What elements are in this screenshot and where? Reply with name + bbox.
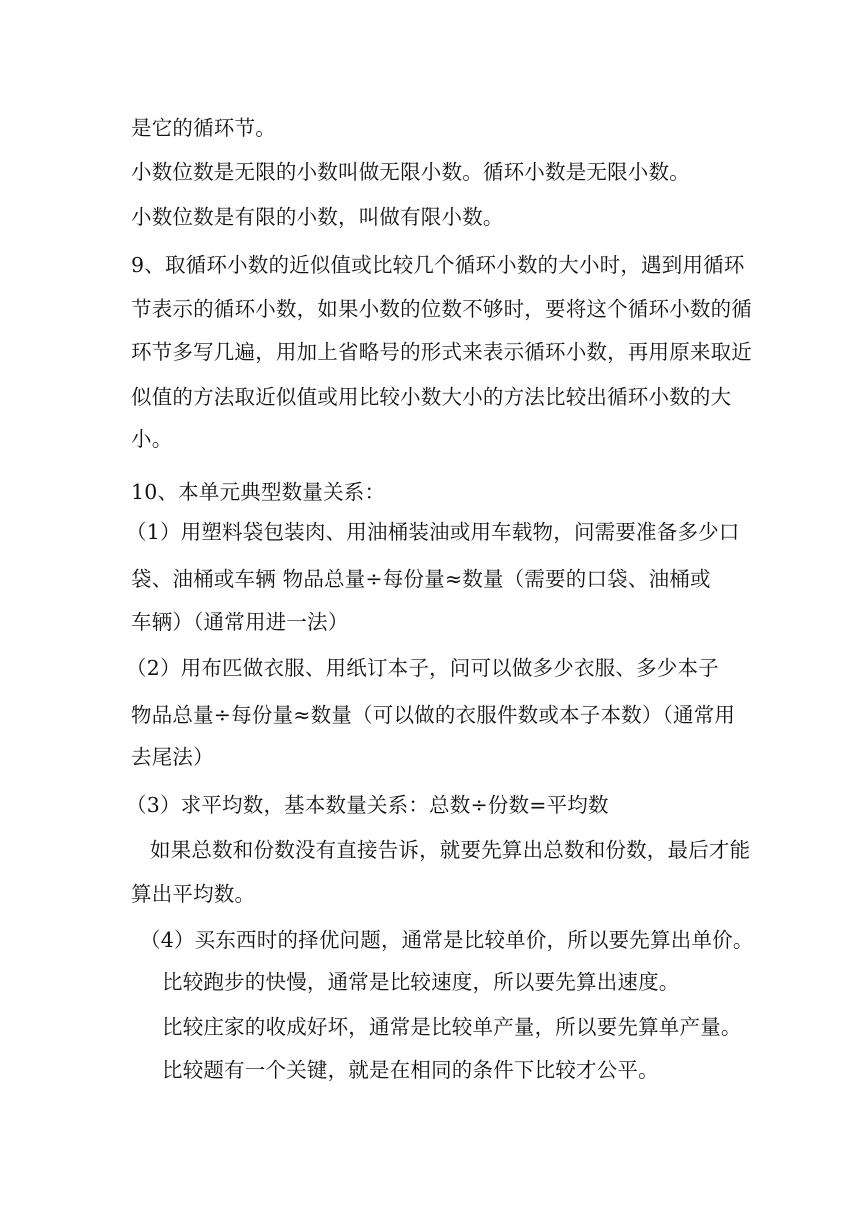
text-line: 如果总数和份数没有直接告诉，就要先算出总数和份数，最后才能	[150, 838, 751, 862]
text-line: 车辆）（通常用进一法）	[131, 610, 349, 634]
text-line: 小。	[131, 427, 173, 451]
text-line: 节表示的循环小数，如果小数的位数不够时，要将这个循环小数的循	[131, 297, 752, 321]
text-line: 去尾法）	[131, 745, 214, 769]
text-line: 算出平均数。	[131, 882, 256, 906]
text-line: 比较题有一个关键，就是在相同的条件下比较才公平。	[162, 1058, 659, 1082]
text-line: （3）求平均数，基本数量关系：总数÷份数=平均数	[126, 793, 609, 817]
text-line: 比较庄家的收成好坏，通常是比较单产量，所以要先算单产量。	[162, 1015, 742, 1039]
text-line: 似值的方法取近似值或用比较小数大小的方法比较出循环小数的大	[131, 385, 732, 409]
text-line: （2）用布匹做衣服、用纸订本子，问可以做多少衣服、多少本子	[126, 656, 719, 680]
section-heading: 10、本单元典型数量关系：	[131, 480, 386, 504]
text-line: （4）买东西时的择优问题，通常是比较单价，所以要先算出单价。	[140, 928, 754, 952]
text-line: 小数位数是无限的小数叫做无限小数。循环小数是无限小数。	[131, 160, 690, 184]
text-line: 袋、油桶或车辆 物品总量÷每份量≈数量（需要的口袋、油桶或	[131, 567, 711, 591]
text-line: 9、取循环小数的近似值或比较几个循环小数的大小时，遇到用循环	[131, 253, 745, 277]
text-line: 物品总量÷每份量≈数量（可以做的衣服件数或本子本数）（通常用	[131, 703, 736, 727]
text-line: 小数位数是有限的小数，叫做有限小数。	[131, 205, 504, 229]
text-line: 比较跑步的快慢，通常是比较速度，所以要先算出速度。	[162, 970, 680, 994]
text-line: 环节多写几遍，用加上省略号的形式来表示循环小数，再用原来取近	[131, 340, 752, 364]
text-line: 是它的循环节。	[131, 116, 276, 140]
text-line: （1）用塑料袋包装肉、用油桶装油或用车载物，问需要准备多少口	[126, 520, 740, 544]
